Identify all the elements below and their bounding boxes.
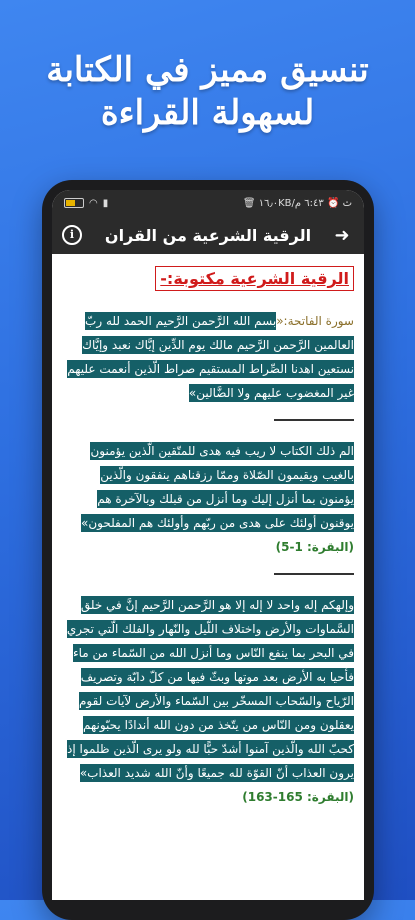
page-title: الرقية الشرعية من القران <box>104 225 312 245</box>
section-heading: الرقية الشرعية مكتوبة:- <box>155 266 354 291</box>
info-icon: i <box>62 225 82 245</box>
baqarah-1-text: الم ذلك الكتاب لا ريب فيه هدى للمتّقين الّذين يؤمنون بالغيب ويقيمون الصّلاة وممّا رزقناهم ينفقون والّذين يؤمنون بما أنزل إليك وما أنزل من قبلك وبالآخرة هم يوقنون أولئك على هدى من ربّهم وأولئك هم المفلحون» <box>80 444 354 530</box>
signal-icon: ▮ <box>102 197 109 209</box>
back-button[interactable] <box>330 225 354 246</box>
promo-banner <box>0 48 415 134</box>
info-button[interactable] <box>62 225 86 245</box>
divider <box>274 419 354 421</box>
network-speed: ١٦٫٠KB/ث <box>258 197 352 209</box>
fatiha-label: سورة الفاتحة:« <box>276 314 354 328</box>
fatiha-text: بسم الله الرَّحمن الرَّحيم الحمد لله ربّ العالمين الرَّحمن الرَّحيم مالك يوم الدِّين إيَّاك نعبد وإيَّاك نستعين اهدنا الصِّراط المستقيم صراط الَّذين أنعمت عليهم غير المغضوب عليهم ولا الضَّالين» <box>67 314 354 400</box>
baqarah-2-reference: (البقرة: 165-163) <box>242 790 354 804</box>
promo-line-1: تنسيق مميز في الكتابة <box>46 50 369 90</box>
reading-content <box>52 254 364 809</box>
promo-line-2: لسهولة القراءة <box>100 93 315 133</box>
wifi-icon: ◠ <box>89 197 98 209</box>
baqarah-2-paragraph <box>62 593 354 809</box>
arrow-right-icon: ➜ <box>334 224 350 246</box>
phone-screen <box>52 190 364 900</box>
alarm-icon: ⏰ <box>326 197 340 209</box>
baqarah-2-text: وإلهكم إله واحد لا إله إلا هو الرَّحمن الرَّحيم إنَّ في خلق السَّماوات والأرض واختلاف اللّيل والنّهار والفلك الّتي تجري في البحر بما ينفع النّاس وما أنزل الله من السّماء من ماء فأحيا به الأرض بعد موتها وبثّ فيها من كلّ دابّة وتصريف الرّياح والسّحاب المسخّر بين السّماء والأرض لآيات لقوم يعقلون ومن النّاس من يتّخذ من دون الله أندادًا يحبّونهم كحبّ الله والّذين آمنوا أشدّ حبًّا لله ولو يرى الّذين ظلموا إذ يرون العذاب أنّ القوّة لله جميعًا وأنّ الله شديد العذاب» <box>66 598 354 780</box>
status-left <box>64 198 108 209</box>
baqarah-1-reference: (البقرة: 1-5) <box>275 540 354 554</box>
app-bar <box>52 216 364 254</box>
fatiha-paragraph <box>62 309 354 405</box>
divider <box>274 573 354 575</box>
battery-icon <box>64 198 84 208</box>
baqarah-1-paragraph <box>62 439 354 559</box>
status-right <box>243 198 352 209</box>
status-time: ٦:٤٣ م <box>294 197 324 209</box>
status-bar <box>52 190 364 216</box>
trash-icon: 🗑 <box>242 197 256 209</box>
